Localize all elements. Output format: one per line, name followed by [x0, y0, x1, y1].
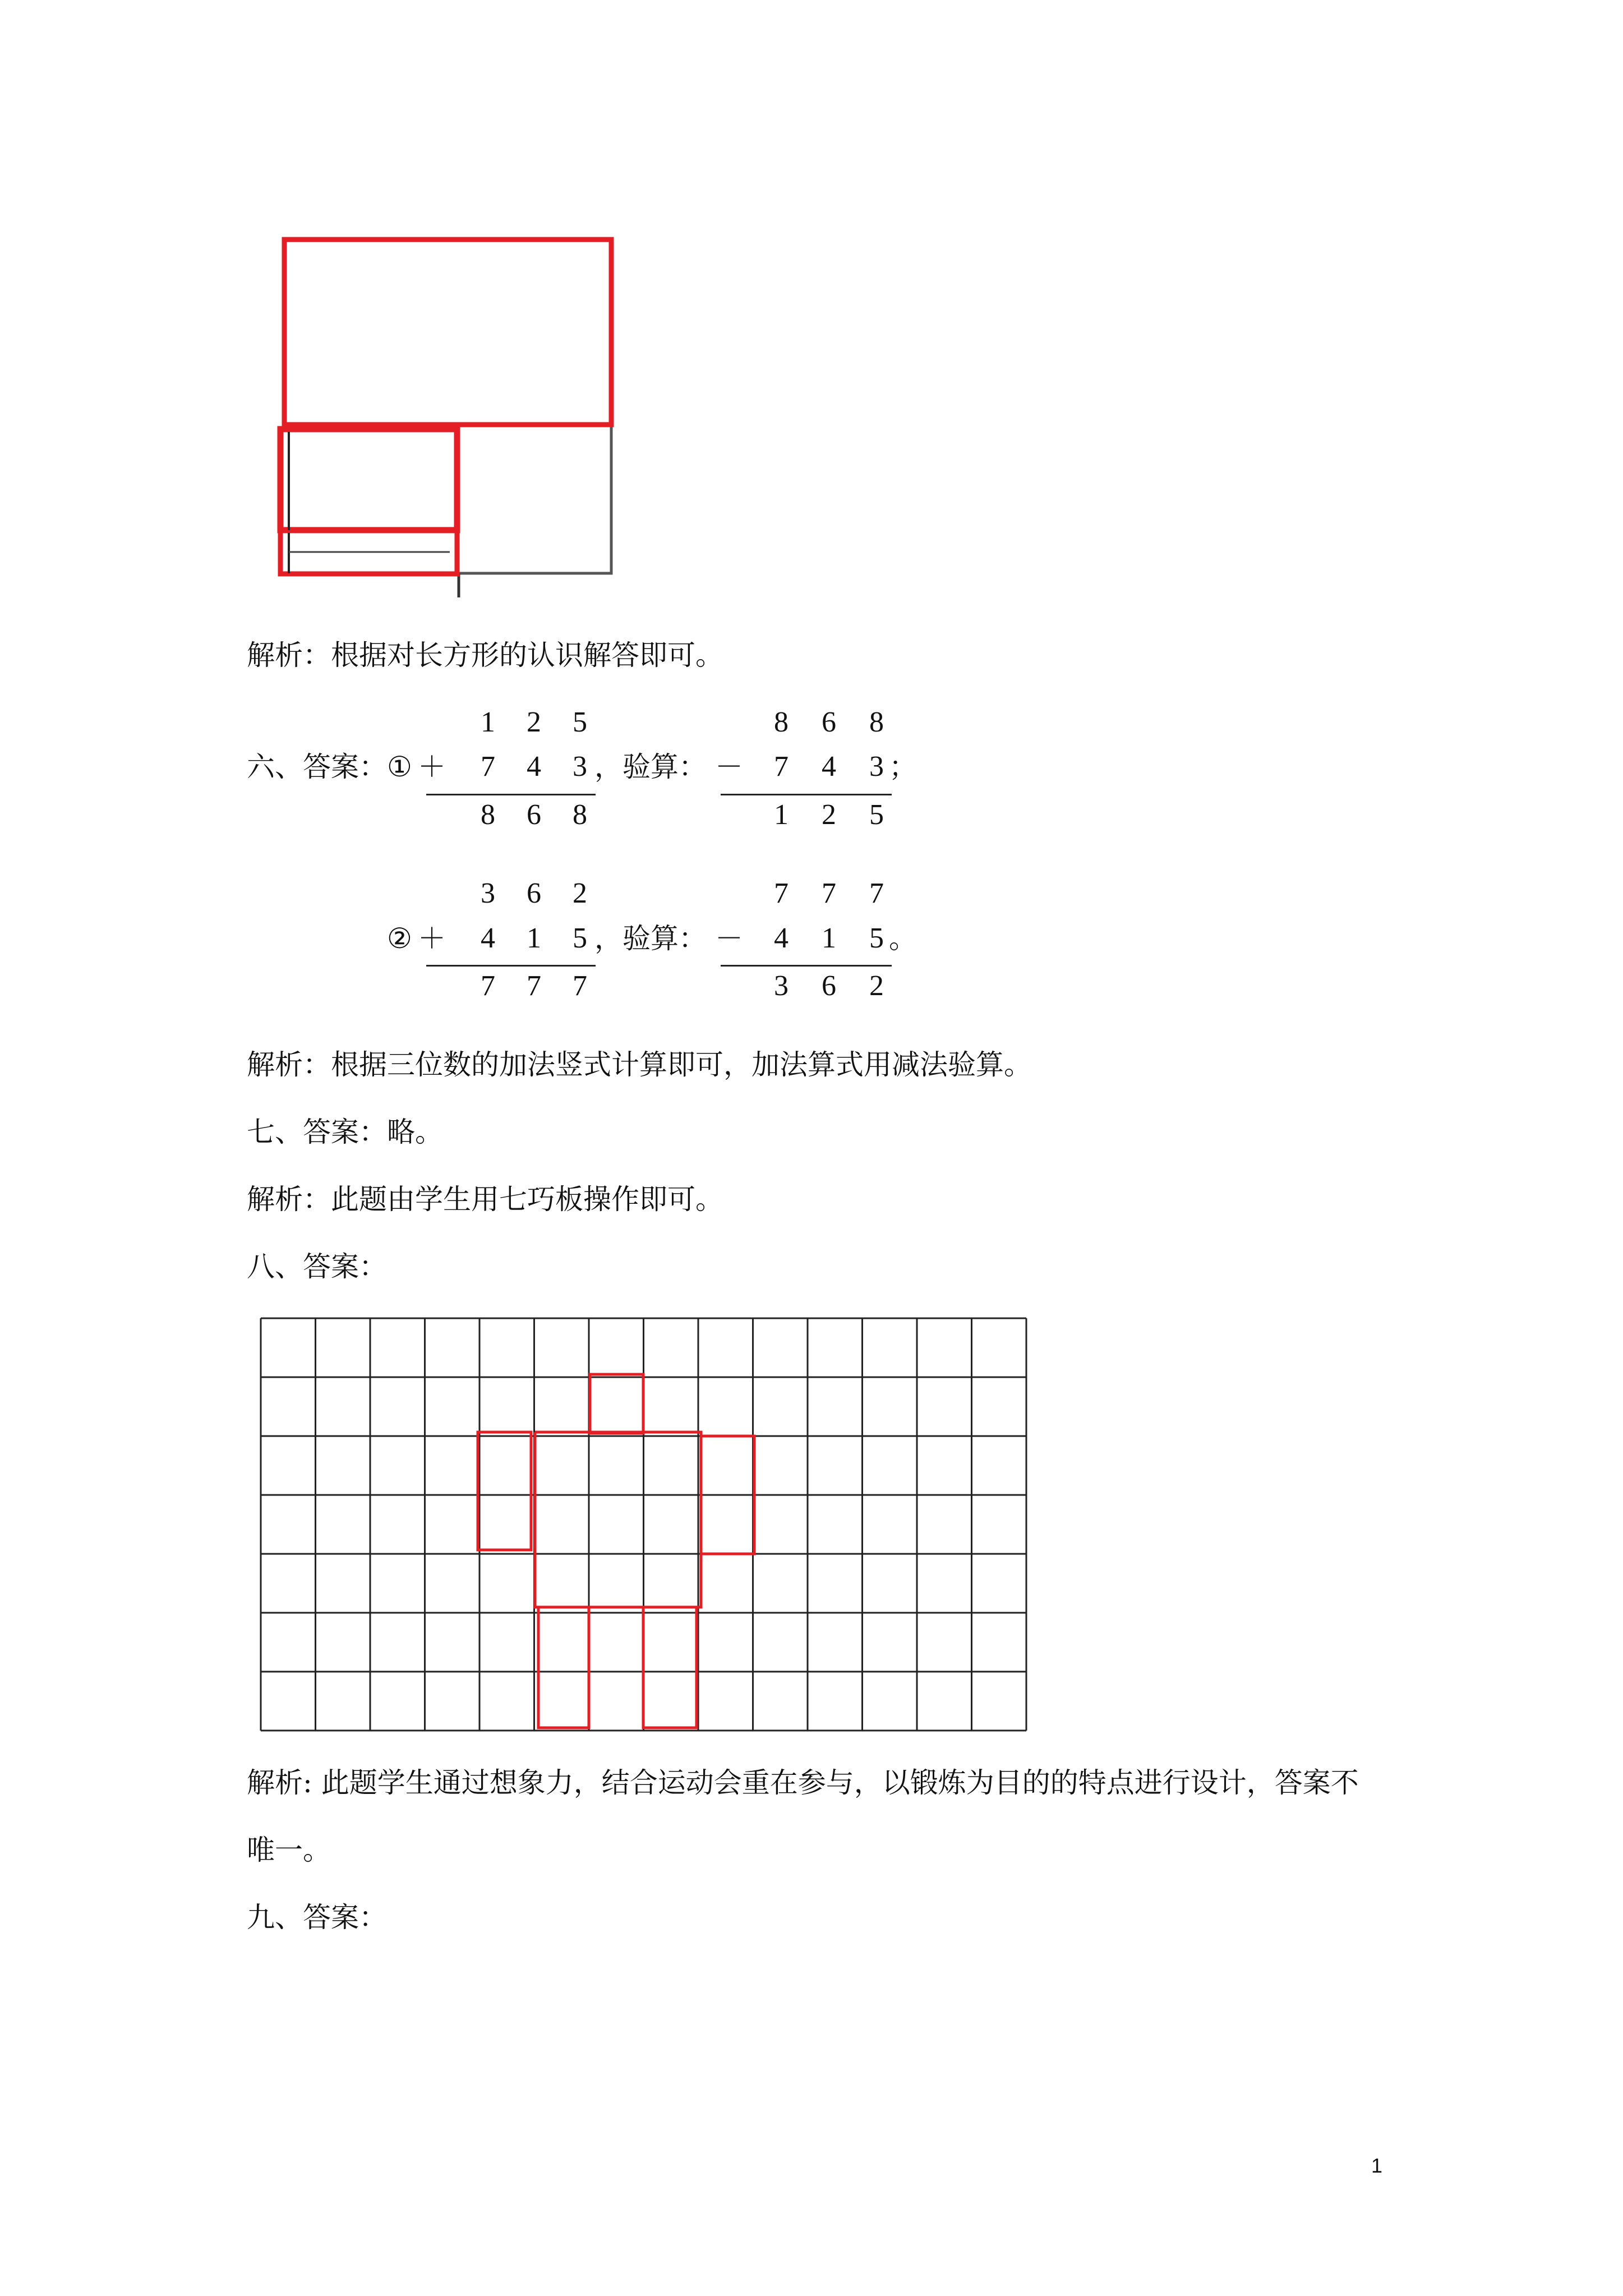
digit: 7 — [822, 877, 836, 909]
answer-nine: 九、答案： — [247, 1901, 387, 1934]
digit: 5 — [869, 922, 884, 954]
large-red-rectangle — [284, 240, 611, 425]
body-outline — [535, 1432, 701, 1607]
digit: 2 — [573, 877, 587, 909]
head-rect — [590, 1374, 643, 1433]
difference-line — [721, 965, 892, 967]
answer-eight: 八、答案： — [247, 1250, 387, 1283]
right-leg-rect — [643, 1607, 697, 1728]
analysis-tangram: 解析：此题由学生用七巧板操作即可。 — [247, 1183, 723, 1216]
digit: 5 — [869, 799, 884, 831]
digit: 2 — [822, 799, 836, 831]
sum-line — [426, 794, 596, 795]
digit: 5 — [573, 706, 587, 738]
digit: 4 — [774, 922, 789, 954]
check-label: ，验算： — [594, 751, 707, 783]
digit: 4 — [481, 922, 495, 954]
digit: 7 — [527, 970, 541, 1002]
digit: 3 — [481, 877, 495, 909]
answer-seven: 七、答案：略。 — [247, 1116, 443, 1148]
period: 。 — [889, 922, 917, 955]
red-square — [280, 429, 457, 530]
minus-sign: － — [715, 922, 743, 955]
digit: 2 — [869, 970, 884, 1002]
digit: 6 — [822, 706, 836, 738]
left-leg-rect — [538, 1607, 589, 1728]
circled-one: ① — [387, 751, 412, 783]
digit: 8 — [481, 799, 495, 831]
semicolon: ； — [889, 751, 917, 783]
digit: 3 — [869, 751, 884, 783]
page-number: 1 — [1371, 2154, 1383, 2177]
digit: 1 — [774, 799, 789, 831]
digit: 1 — [527, 922, 541, 954]
digit: 6 — [822, 970, 836, 1002]
digit: 7 — [774, 877, 789, 909]
analysis-grid-line1: 解析: 此题学生通过想象力，结合运动会重在参与，以锻炼为目的的特点进行设计，答案不 — [247, 1766, 1359, 1799]
gray-rect-outline — [457, 425, 611, 573]
rectangle-diagram — [269, 230, 628, 600]
digit: 6 — [527, 799, 541, 831]
minus-sign: － — [715, 751, 743, 783]
digit: 7 — [481, 970, 495, 1002]
digit: 8 — [573, 799, 587, 831]
analysis-addition: 解析：根据三位数的加法竖式计算即可，加法算式用减法验算。 — [247, 1048, 1032, 1081]
digit: 4 — [822, 751, 836, 783]
digit: 5 — [573, 922, 587, 954]
digit: 7 — [869, 877, 884, 909]
plus-sign: ＋ — [418, 922, 446, 955]
circled-two: ② — [387, 922, 412, 955]
digit: 3 — [774, 970, 789, 1002]
left-arm-rect — [478, 1432, 531, 1550]
digit: 8 — [774, 706, 789, 738]
digit: 8 — [869, 706, 884, 738]
check-label: ，验算： — [594, 922, 707, 955]
s6-prefix: 六、答案： — [247, 751, 387, 783]
grid-figure — [255, 1313, 1040, 1745]
analysis-rectangle: 解析：根据对长方形的认识解答即可。 — [247, 639, 723, 671]
digit: 4 — [527, 751, 541, 783]
digit: 6 — [527, 877, 541, 909]
sum-line — [426, 965, 596, 967]
digit: 1 — [481, 706, 495, 738]
digit: 7 — [481, 751, 495, 783]
digit: 2 — [527, 706, 541, 738]
digit: 3 — [573, 751, 587, 783]
difference-line — [721, 794, 892, 795]
digit: 7 — [573, 970, 587, 1002]
analysis-grid-line2: 唯一。 — [247, 1834, 331, 1866]
digit: 7 — [774, 751, 789, 783]
plus-sign: ＋ — [418, 751, 446, 783]
digit: 1 — [822, 922, 836, 954]
